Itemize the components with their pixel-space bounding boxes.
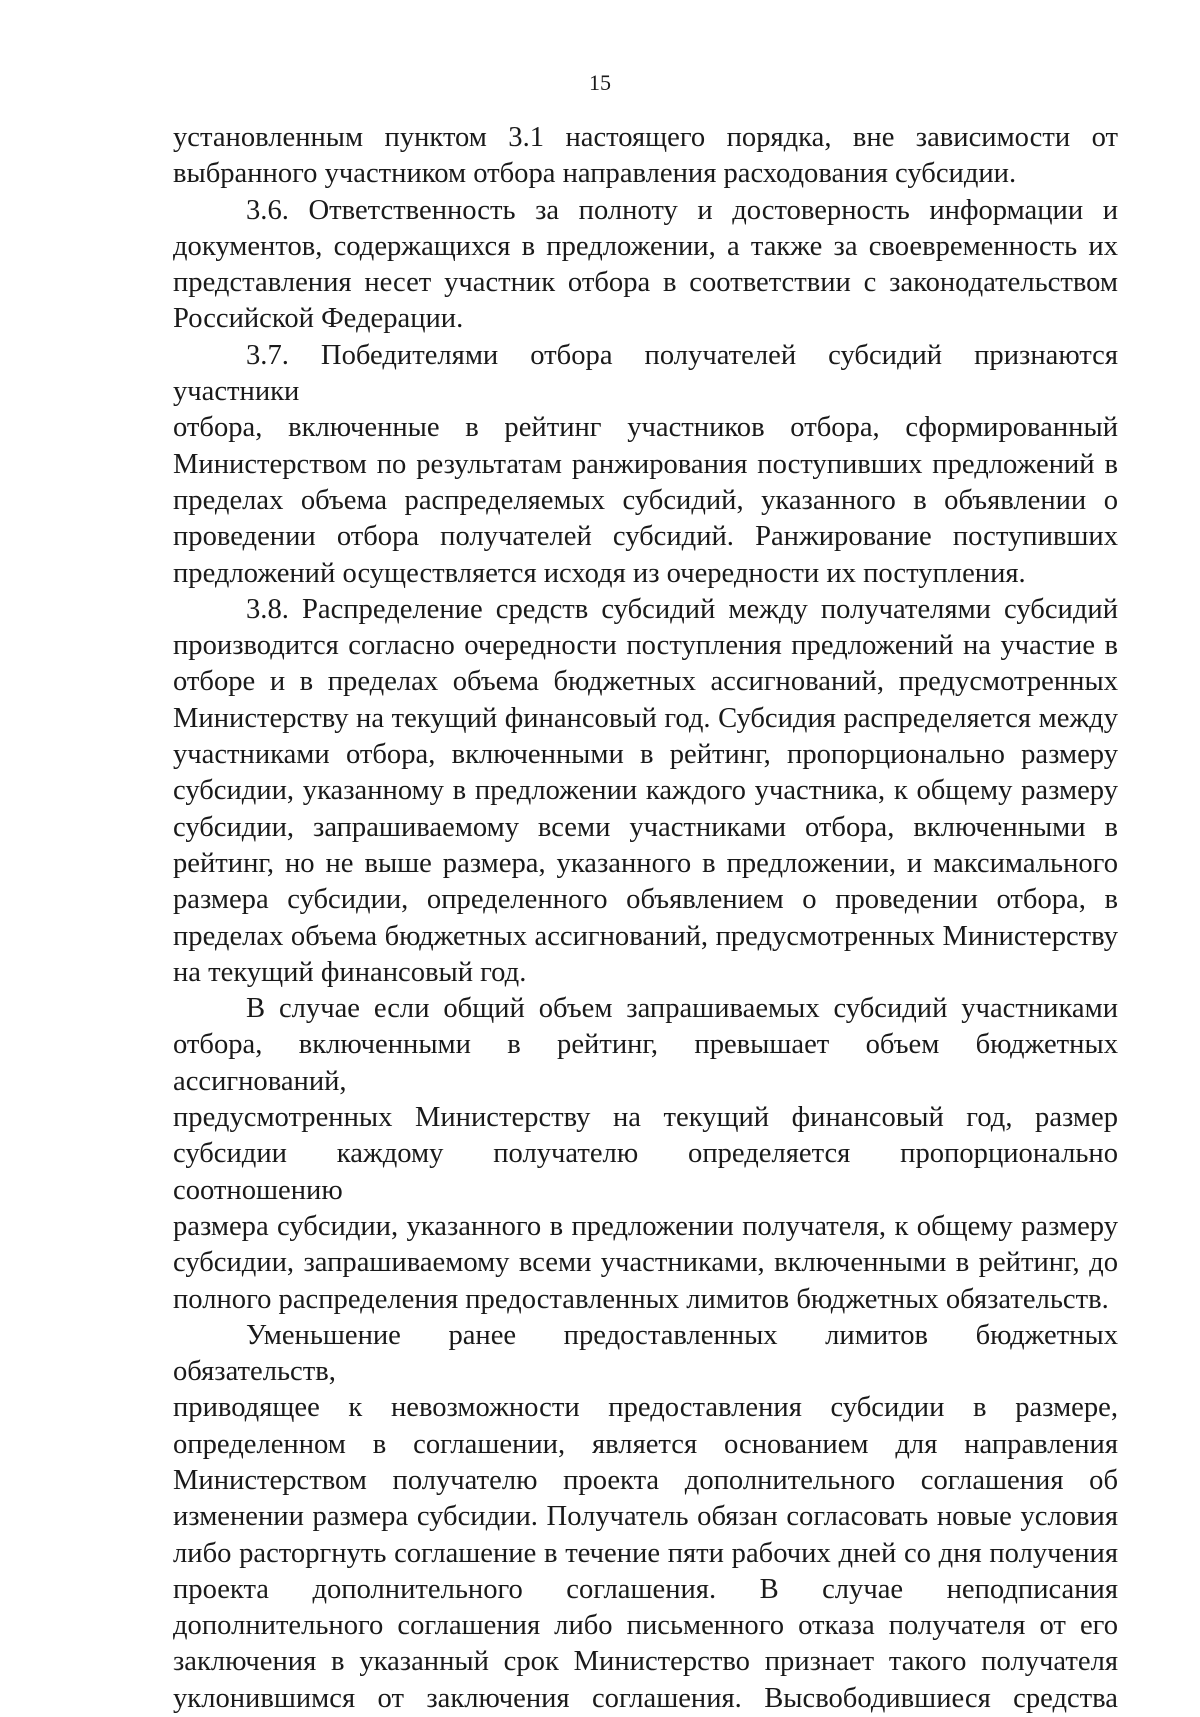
- text-line: В случае если общий объем запрашиваемых субсидий участниками: [246, 993, 1118, 1025]
- text-line: либо расторгнуть соглашение в течение пяти рабочих дней со дня получения: [173, 1537, 1118, 1569]
- text-line: предложений осуществляется исходя из очередности их поступления.: [173, 557, 1026, 589]
- text-line: размера субсидии, указанного в предложении получателя, к общему размеру: [173, 1210, 1118, 1242]
- text-line: дополнительного соглашения либо письменного отказа получателя от его: [173, 1610, 1118, 1642]
- text-line: 3.6. Ответственность за полноту и достоверность информации и: [246, 194, 1118, 226]
- text-line: проведении отбора получателей субсидий. Ранжирование поступивших: [173, 521, 1118, 553]
- text-line: 3.7. Победителями отбора получателей субсидий признаются участники: [173, 339, 1118, 408]
- text-line: уклонившимся от заключения соглашения. Высвободившиеся средства: [173, 1682, 1118, 1714]
- text-line: полного распределения предоставленных лимитов бюджетных обязательств.: [173, 1283, 1109, 1315]
- text-line: приводящее к невозможности предоставления субсидии в размере,: [173, 1392, 1118, 1424]
- text-line: определенном в соглашении, является основанием для направления: [173, 1428, 1118, 1460]
- text-line: участниками отбора, включенными в рейтинг, пропорционально размеру: [173, 739, 1118, 771]
- text-line: пределах объема бюджетных ассигнований, предусмотренных Министерству: [173, 920, 1118, 952]
- text-line: Министерством получателю проекта дополнительного соглашения об: [173, 1464, 1118, 1496]
- text-line: предусмотренных Министерству на текущий финансовый год, размер: [173, 1102, 1118, 1134]
- page-number: 15: [589, 70, 611, 95]
- text-line: субсидии каждому получателю определяется пропорционально соотношению: [173, 1138, 1118, 1206]
- text-line: отборе и в пределах объема бюджетных ассигнований, предусмотренных: [173, 666, 1118, 698]
- text-line: документов, содержащихся в предложении, а также за своевременность их: [173, 230, 1118, 262]
- text-line: пределах объема распределяемых субсидий, указанного в объявлении о: [173, 484, 1118, 516]
- text-line: субсидии, запрашиваемому всеми участниками, включенными в рейтинг, до: [173, 1247, 1118, 1279]
- text-line: проекта дополнительного соглашения. В случае неподписания: [173, 1573, 1118, 1605]
- text-line: Министерством по результатам ранжирования поступивших предложений в: [173, 448, 1118, 480]
- text-line: представления несет участник отбора в соответствии с законодательством: [173, 267, 1118, 299]
- text-line: субсидии, запрашиваемому всеми участниками отбора, включенными в: [173, 811, 1118, 843]
- text-line: установленным пунктом 3.1 настоящего порядка, вне зависимости от: [173, 122, 1118, 153]
- text-line: выбранного участником отбора направления расходования субсидии.: [173, 158, 1017, 190]
- text-line: Уменьшение ранее предоставленных лимитов бюджетных обязательств,: [173, 1319, 1118, 1388]
- text-line: рейтинг, но не выше размера, указанного в предложении, и максимального: [173, 847, 1118, 879]
- text-line: заключения в указанный срок Министерство признает такого получателя: [173, 1646, 1118, 1678]
- text-line: размера субсидии, определенного объявлением о проведении отбора, в: [173, 884, 1118, 916]
- text-line: отбора, включенные в рейтинг участников отбора, сформированный: [173, 412, 1118, 444]
- text-line: Министерству на текущий финансовый год. Субсидия распределяется между: [173, 702, 1118, 734]
- text-line: изменении размера субсидии. Получатель обязан согласовать новые условия: [173, 1501, 1118, 1533]
- text-line: на текущий финансовый год.: [173, 956, 527, 988]
- document-body: [173, 120, 1118, 1717]
- text-line: субсидии, указанному в предложении каждого участника, к общему размеру: [173, 775, 1118, 807]
- text-line: производится согласно очередности поступления предложений на участие в: [173, 630, 1118, 662]
- text-line: отбора, включенными в рейтинг, превышает объем бюджетных ассигнований,: [173, 1029, 1118, 1097]
- text-line: 3.8. Распределение средств субсидий между получателями субсидий: [246, 593, 1118, 625]
- text-line: Российской Федерации.: [173, 303, 464, 335]
